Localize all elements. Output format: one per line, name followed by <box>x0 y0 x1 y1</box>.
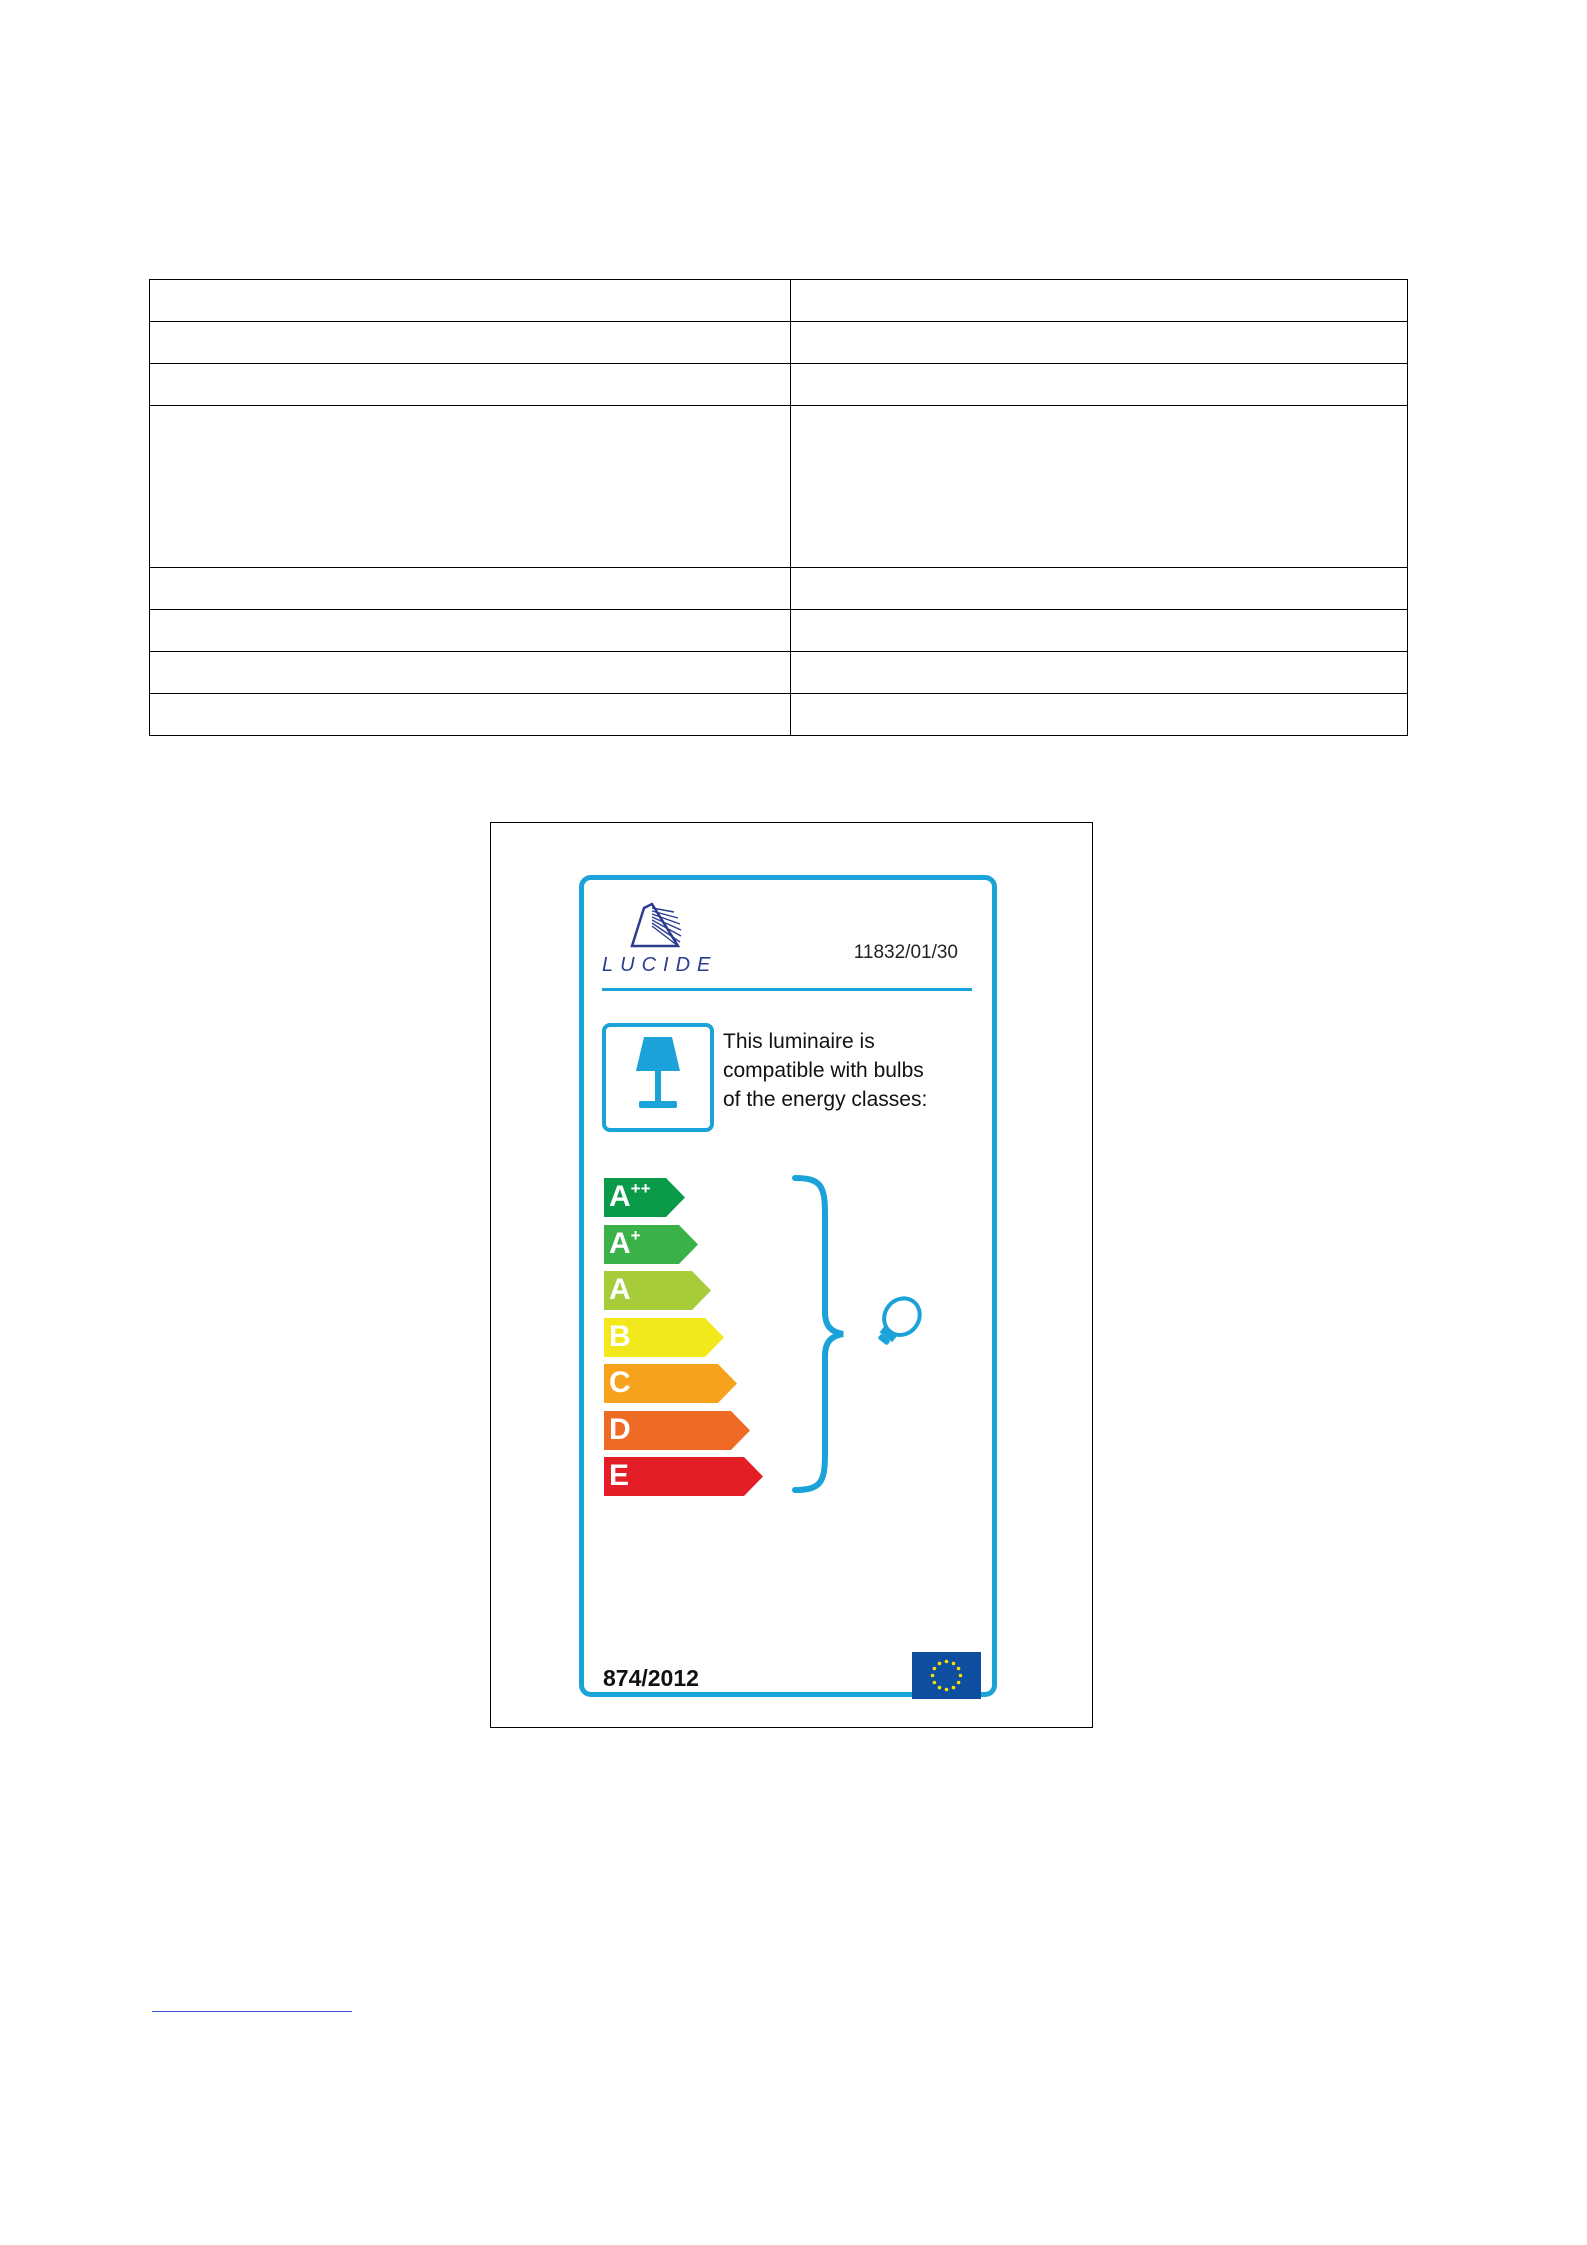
spec-label-cell <box>150 280 791 322</box>
spec-label-cell <box>150 406 791 568</box>
regulation-number: 874/2012 <box>603 1665 699 1691</box>
spec-table <box>149 279 1408 736</box>
spec-table-row <box>150 364 1408 406</box>
spec-label-cell <box>150 694 791 736</box>
lamp-icon <box>606 1027 710 1128</box>
energy-class-1 <box>604 1178 686 1217</box>
compat-line-3: of the energy classes: <box>723 1088 928 1111</box>
spec-label-cell <box>150 652 791 694</box>
energy-class-letter: C <box>609 1366 631 1399</box>
spec-value-cell <box>791 322 1408 364</box>
energy-class-letter: B <box>609 1319 631 1353</box>
spec-table-row <box>150 322 1408 364</box>
energy-label-frame <box>490 822 1093 1728</box>
footer-link[interactable] <box>152 1994 352 2012</box>
spec-table-row <box>150 568 1408 610</box>
energy-class-5 <box>604 1364 738 1403</box>
spec-value-cell <box>791 364 1408 406</box>
spec-value-cell <box>791 610 1408 652</box>
spec-table-row <box>150 694 1408 736</box>
spec-value-cell <box>791 280 1408 322</box>
lamp-icon-box <box>602 1023 714 1132</box>
brand-name: LUCIDE <box>602 954 718 976</box>
spec-value-cell <box>791 568 1408 610</box>
brand-logo-icon <box>630 902 700 954</box>
class-range-brace <box>791 1174 851 1494</box>
energy-class-letter: A <box>609 1273 631 1306</box>
spec-label-cell <box>150 568 791 610</box>
compatibility-text <box>723 1027 983 1114</box>
energy-class-letter: D <box>609 1412 631 1446</box>
bulb-icon <box>867 1295 937 1355</box>
brand-logo <box>602 902 718 982</box>
energy-class-6 <box>604 1411 751 1450</box>
energy-label-card <box>579 875 997 1697</box>
spec-label-cell <box>150 364 791 406</box>
eu-flag-icon <box>912 1652 981 1699</box>
header-divider <box>602 988 972 991</box>
compat-line-1: This luminaire is <box>723 1030 875 1053</box>
spec-label-cell <box>150 610 791 652</box>
energy-class-7 <box>604 1457 764 1496</box>
energy-class-3 <box>604 1271 712 1310</box>
spec-table-row <box>150 610 1408 652</box>
spec-value-cell <box>791 406 1408 568</box>
product-reference: 11832/01/30 <box>853 942 958 963</box>
spec-table-row <box>150 652 1408 694</box>
energy-class-4 <box>604 1318 725 1357</box>
energy-class-2 <box>604 1225 699 1264</box>
energy-class-letter: A+ <box>609 1225 641 1260</box>
compat-line-2: compatible with bulbs <box>723 1059 924 1082</box>
energy-class-letter: A++ <box>609 1179 651 1213</box>
spec-label-cell <box>150 322 791 364</box>
spec-table-row <box>150 406 1408 568</box>
spec-value-cell <box>791 694 1408 736</box>
energy-class-letter: E <box>609 1459 630 1492</box>
spec-table-row <box>150 280 1408 322</box>
spec-value-cell <box>791 652 1408 694</box>
